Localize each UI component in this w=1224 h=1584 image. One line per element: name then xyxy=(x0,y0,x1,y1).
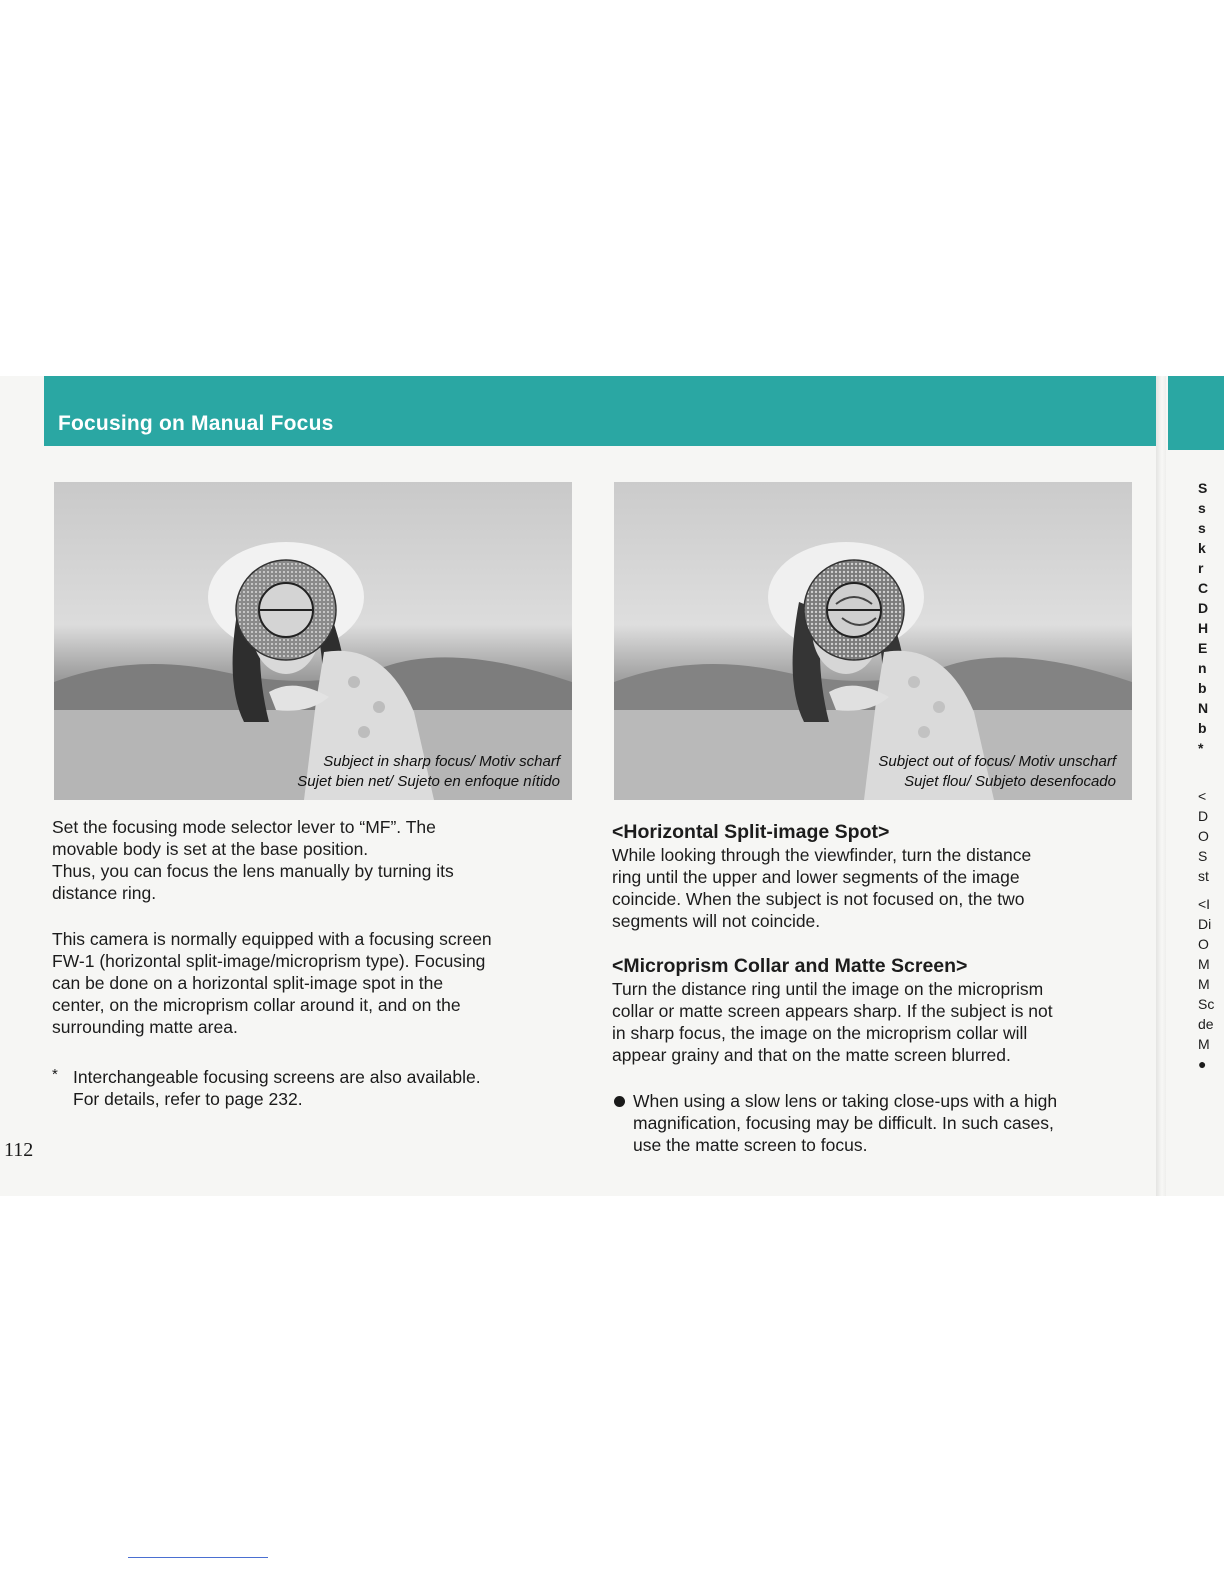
next-page-edge-text xyxy=(1198,894,1224,1074)
text-line: For details, refer to page 232. xyxy=(73,1089,303,1109)
asterisk-marker: * xyxy=(52,1066,58,1083)
edge-char: N xyxy=(1198,700,1209,716)
edge-char: s xyxy=(1198,520,1206,536)
photo-out-of-focus xyxy=(614,482,1132,800)
bullet-text xyxy=(633,1090,1142,1156)
section-heading: <Horizontal Split-image Spot> xyxy=(612,821,890,843)
text-line: in sharp focus, the image on the microprism collar will xyxy=(612,1023,1028,1043)
text-line: collar or matte screen appears sharp. If the subject is not xyxy=(612,1001,1053,1021)
edge-char: S xyxy=(1198,848,1208,864)
text-line: While looking through the viewfinder, turn the distance xyxy=(612,845,1032,865)
caption-line: Sujet flou/ Subjeto desenfocado xyxy=(904,773,1116,790)
edge-char: n xyxy=(1198,660,1207,676)
photo-out-of-focus-caption xyxy=(878,752,1116,792)
edge-char: Di xyxy=(1198,916,1212,932)
microprism-section xyxy=(612,954,1144,1066)
interchangeable-screens-note xyxy=(52,1066,572,1110)
next-page-edge-text xyxy=(1198,478,1224,758)
text-line: can be done on a horizontal split-image spot in the xyxy=(52,973,444,993)
text-line: When using a slow lens or taking close-ups with a high xyxy=(633,1091,1058,1111)
caption-line: Sujet bien net/ Sujeto en enfoque nítido xyxy=(297,773,560,790)
page-gutter xyxy=(1156,376,1166,1196)
text-line: magnification, focusing may be difficult. In such cases, xyxy=(633,1113,1054,1133)
text-line: Turn the distance ring until the image on the microprism xyxy=(612,979,1044,999)
caption-line: Subject in sharp focus/ Motiv scharf xyxy=(323,753,560,770)
text-line: This camera is normally equipped with a focusing screen xyxy=(52,929,492,949)
edge-char: <I xyxy=(1198,896,1211,912)
page-title: Focusing on Manual Focus xyxy=(58,412,334,435)
text-line: Set the focusing mode selector lever to “MF”. The xyxy=(52,817,436,837)
photo-in-focus-caption xyxy=(297,752,560,792)
edge-char: D xyxy=(1198,808,1209,824)
text-line: segments will not coincide. xyxy=(612,911,821,931)
edge-char: < xyxy=(1198,788,1207,804)
caption-line: Subject out of focus/ Motiv unscharf xyxy=(878,753,1116,770)
text-line: coincide. When the subject is not focused on, the two xyxy=(612,889,1025,909)
next-page-edge-text xyxy=(1198,786,1224,886)
blouse-dot xyxy=(918,726,930,738)
text-line: center, on the microprism collar around it, and on the xyxy=(52,995,461,1015)
blouse-dot xyxy=(373,701,385,713)
edge-char: M xyxy=(1198,976,1210,992)
text-line: appear grainy and that on the matte screen blurred. xyxy=(612,1045,1011,1065)
text-line: use the matte screen to focus. xyxy=(633,1135,868,1155)
text-line: Thus, you can focus the lens manually by turning its xyxy=(52,861,454,881)
bullet-dot-icon xyxy=(614,1096,625,1107)
edge-char: D xyxy=(1198,600,1209,616)
focusing-screen-paragraph xyxy=(52,928,572,1038)
edge-char: S xyxy=(1198,480,1208,496)
edge-char: ● xyxy=(1198,1056,1207,1072)
blouse-dot xyxy=(933,701,945,713)
section-heading: <Microprism Collar and Matte Screen> xyxy=(612,955,968,977)
note-text xyxy=(73,1066,572,1110)
photo-in-focus xyxy=(54,482,572,800)
text-line: ring until the upper and lower segments of the image xyxy=(612,867,1020,887)
edge-char: Sc xyxy=(1198,996,1215,1012)
page-number: 112 xyxy=(4,1139,34,1161)
edge-char: de xyxy=(1198,1016,1214,1032)
footer-rule xyxy=(128,1557,268,1558)
edge-char: E xyxy=(1198,640,1208,656)
next-page-header-band xyxy=(1168,376,1224,450)
edge-char: C xyxy=(1198,580,1209,596)
text-line: FW-1 (horizontal split-image/microprism type). Focusing xyxy=(52,951,486,971)
edge-char: b xyxy=(1198,680,1207,696)
intro-paragraph xyxy=(52,816,572,904)
edge-char: O xyxy=(1198,828,1209,844)
edge-char: M xyxy=(1198,956,1210,972)
blouse-dot xyxy=(358,726,370,738)
split-image-section xyxy=(612,820,1144,932)
edge-char: s xyxy=(1198,500,1206,516)
blouse-dot xyxy=(908,676,920,688)
slow-lens-tip xyxy=(612,1090,1142,1156)
edge-char: b xyxy=(1198,720,1207,736)
edge-char: k xyxy=(1198,540,1206,556)
edge-char: st xyxy=(1198,868,1209,884)
edge-char: H xyxy=(1198,620,1209,636)
edge-char: r xyxy=(1198,560,1204,576)
text-line: distance ring. xyxy=(52,883,157,903)
edge-char: O xyxy=(1198,936,1209,952)
blouse-dot xyxy=(348,676,360,688)
text-line: movable body is set at the base position. xyxy=(52,839,369,859)
edge-char: M xyxy=(1198,1036,1210,1052)
edge-char: * xyxy=(1198,740,1204,756)
text-line: surrounding matte area. xyxy=(52,1017,238,1037)
text-line: Interchangeable focusing screens are also available. xyxy=(73,1067,481,1087)
